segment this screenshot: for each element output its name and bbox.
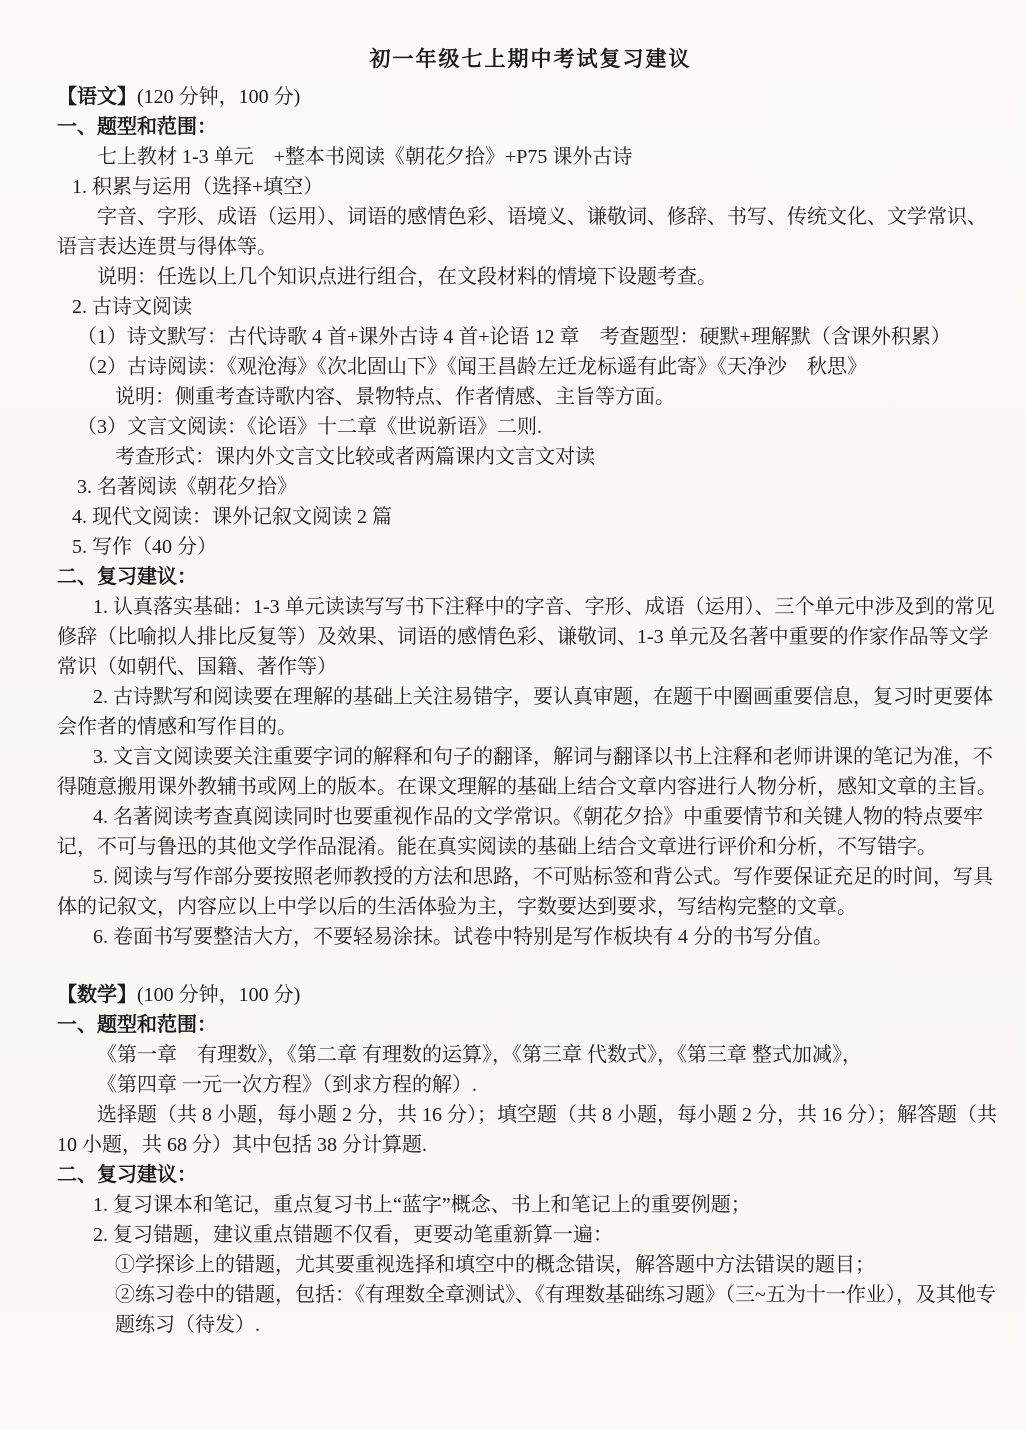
shuxue-advice-2: 2. 复习错题，建议重点错题不仅看，更要动笔重新算一遍： <box>93 1224 613 1246</box>
yuwen-item-3: 3. 名著阅读《朝花夕拾》 <box>77 476 297 498</box>
shuxue-question-types: 选择题（共 8 小题，每小题 2 分，共 16 分）；填空题（共 8 小题，每小题 2 分，共 16 分）；解答题（共 10 小题，共 68 分）其中包括 38 分计算题. <box>57 1104 997 1156</box>
yuwen-heading <box>57 82 1004 112</box>
shuxue-subject-label: 【数学】 <box>57 984 137 1006</box>
shuxue-heading <box>57 980 1004 1010</box>
yuwen-item-1-detail: 字音、字形、成语（运用）、词语的感情色彩、语境义、谦敬词、修辞、书写、传统文化、文学常识、语言表达连贯与得体等。 <box>57 206 987 258</box>
yuwen-item-2-poems: （2）古诗阅读：《观沧海》《次北固山下》《闻王昌龄左迁龙标遥有此寄》《天净沙 秋思》 <box>77 356 867 378</box>
shuxue-advice-1: 1. 复习课本和笔记，重点复习书上“蓝字”概念、书上和笔记上的重要例题； <box>93 1194 751 1216</box>
yuwen-item-2: 2. 古诗文阅读 <box>72 296 192 318</box>
yuwen-part2-heading: 二、复习建议： <box>57 566 197 588</box>
yuwen-advice-1: 1. 认真落实基础：1-3 单元读读写写书下注释中的字音、字形、成语（运用）、三个单元中涉及到的常见修辞（比喻拟人排比反复等）及效果、词语的感情色彩、谦敬词、1-3 单元及名著中重要的作家作品等文学常识（如朝代、国籍、著作等） <box>57 596 995 678</box>
yuwen-subject-params: (120 分钟，100 分) <box>137 86 301 108</box>
shuxue-subject-params: (100 分钟，100 分) <box>137 984 301 1006</box>
yuwen-item-4: 4. 现代文阅读：课外记叙文阅读 2 篇 <box>72 506 392 528</box>
shuxue-chapters-line-1: 《第一章 有理数》，《第二章 有理数的运算》，《第三章 代数式》，《第三章 整式加减》， <box>97 1044 862 1066</box>
yuwen-item-2-poems-note: 说明：侧重考查诗歌内容、景物特点、作者情感、主旨等方面。 <box>115 386 675 408</box>
yuwen-item-2-classical: （3）文言文阅读：《论语》十二章《世说新语》二则. <box>77 416 542 438</box>
shuxue-advice-2-sub-1: ①学探诊上的错题，尤其要重视选择和填空中的概念错误，解答题中方法错误的题目； <box>115 1254 875 1276</box>
yuwen-item-2-classical-note: 考查形式：课内外文言文比较或者两篇课内文言文对读 <box>115 446 595 468</box>
yuwen-advice-3: 3. 文言文阅读要关注重要字词的解释和句子的翻译，解词与翻译以书上注释和老师讲课的笔记为准，不得随意搬用课外教辅书或网上的版本。在课文理解的基础上结合文章内容进行人物分析，感知文章的主旨。 <box>57 746 997 798</box>
yuwen-item-5: 5. 写作（40 分） <box>72 536 217 558</box>
yuwen-subject-label: 【语文】 <box>57 86 137 108</box>
shuxue-advice-2-sub-2: ②练习卷中的错题，包括：《有理数全章测试》、《有理数基础练习题》（三~五为十一作业），及其他专题练习（待发）. <box>115 1284 996 1336</box>
shuxue-part2-heading: 二、复习建议： <box>57 1164 197 1186</box>
yuwen-advice-2: 2. 古诗默写和阅读要在理解的基础上关注易错字，要认真审题，在题干中圈画重要信息，复习时更要体会作者的情感和写作目的。 <box>57 686 993 738</box>
yuwen-scope-line: 七上教材 1-3 单元 +整本书阅读《朝花夕拾》+P75 课外古诗 <box>97 146 633 168</box>
shuxue-chapters-line-2: 《第四章 一元一次方程》（到求方程的解）. <box>97 1074 477 1096</box>
yuwen-advice-4: 4. 名著阅读考查真阅读同时也要重视作品的文学常识。《朝花夕拾》中重要情节和关键人物的特点要牢记，不可与鲁迅的其他文学作品混淆。能在真实阅读的基础上结合文章进行评价和分析，不写错字。 <box>57 806 983 858</box>
yuwen-part1-heading: 一、题型和范围： <box>57 116 217 138</box>
yuwen-advice-5: 5. 阅读与写作部分要按照老师教授的方法和思路，不可贴标签和背公式。写作要保证充足的时间，写具体的记叙文，内容应以上中学以后的生活体验为主，字数要达到要求，写结构完整的文章。 <box>57 866 993 918</box>
shuxue-part1-heading: 一、题型和范围： <box>57 1014 217 1036</box>
yuwen-item-1: 1. 积累与运用（选择+填空） <box>72 176 324 198</box>
yuwen-item-1-note: 说明：任选以上几个知识点进行组合，在文段材料的情境下设题考查。 <box>97 266 717 288</box>
yuwen-item-2-recite: （1）诗文默写：古代诗歌 4 首+课外古诗 4 首+论语 12 章 考查题型：硬默+理解默（含课外积累） <box>77 326 951 348</box>
doc-title: 初一年级七上期中考试复习建议 <box>369 47 692 71</box>
yuwen-advice-6: 6. 卷面书写要整洁大方，不要轻易涂抹。试卷中特别是写作板块有 4 分的书写分值。 <box>93 926 833 948</box>
